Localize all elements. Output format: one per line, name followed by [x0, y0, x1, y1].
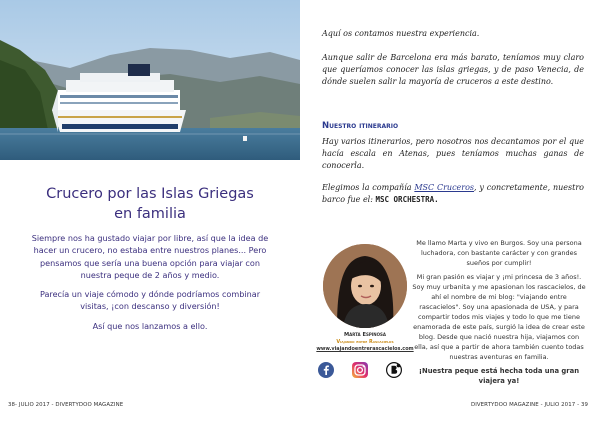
- itinerary-paragraph: Hay varios itinerarios, pero nosotros nos decantamos por el que hacía escala en Atenas, pues teníamos muchas ganas de conocerla.: [322, 137, 584, 170]
- blog-icon[interactable]: [386, 362, 402, 378]
- bio-closing-line: ¡Nuestra peque está hecha toda una gran viajera ya!: [418, 367, 580, 385]
- departure-paragraph: Aunque salir de Barcelona era más barato, teníamos muy claro que queríamos conocer las islas griegas, y de paso Venecia, de dónde suelen salir la mayoría de cruceros a este destino.: [322, 53, 584, 86]
- author-blog-url[interactable]: www.viajandoentrerascacielos.com: [316, 346, 414, 352]
- company-text-before: Elegimos la compañía: [322, 183, 415, 192]
- intro-paragraph-3: Así que nos lanzamos a ello.: [92, 320, 208, 331]
- instagram-icon[interactable]: [352, 362, 368, 378]
- author-bio: [412, 238, 586, 390]
- bio-paragraph-2: Mi gran pasión es viajar y ¡mi princesa de 3 años!. Soy muy urbanita y me apasionan los rascacielos, de ahí el nombre de mi blog: "viajando entre rascacielos". Soy una apasionada de USA, y para compartir todos mis viajes y todo lo que me tiene enamorada de este país, surgió la idea de crear este blog. Desde que nació nuestra hija, viajamos con ella, así que a partir de ahora también cuento todas nuestras aventuras en familia.: [412, 273, 586, 361]
- ship-name: MSC ORCHESTRA.: [375, 195, 439, 204]
- bio-paragraph-1: Me llamo Marta y vivo en Burgos. Soy una persona luchadora, con bastante carácter y con grandes sueños por cumplir!: [416, 239, 582, 267]
- intro-line: Aquí os contamos nuestra experiencia.: [322, 29, 480, 38]
- article-opening: [322, 28, 584, 100]
- title-line-1: Crucero por las Islas Griegas: [46, 186, 254, 202]
- facebook-icon[interactable]: [318, 362, 334, 378]
- msc-cruceros-link[interactable]: MSC Cruceros: [414, 183, 475, 192]
- author-blog-name: Viajando entre Rascacielos: [336, 339, 394, 345]
- company-paragraph: [322, 182, 584, 206]
- intro-text: [28, 232, 272, 339]
- company-text-after: , y concretamente, nuestro barco fue el:: [322, 183, 584, 204]
- cruise-ship-photo: [0, 0, 300, 160]
- page-footer-left: 38- JULIO 2017 - DIVERTYDOO MAGAZINE: [8, 402, 124, 408]
- itinerary-text: [322, 136, 584, 216]
- article-title: [0, 184, 300, 224]
- section-heading-itinerary: Nuestro itinerario: [322, 121, 399, 131]
- author-avatar: [323, 244, 407, 328]
- intro-paragraph-2: Parecía un viaje cómodo y dónde podríamos combinar visitas, ¡con descanso y diversión!: [39, 289, 261, 312]
- page-footer-right: DIVERTYDOO MAGAZINE - JULIO 2017 - 39: [470, 402, 588, 408]
- title-line-2: en familia: [114, 206, 186, 222]
- intro-paragraph-1: Siempre nos ha gustado viajar por libre, así que la idea de hacer un crucero, no estaba entre nuestros planes... Pero pensamos que sería una buena opción para viajar con nuestra peque de 2 años y medio.: [31, 233, 269, 280]
- author-name: Marta Espinosa: [343, 332, 387, 338]
